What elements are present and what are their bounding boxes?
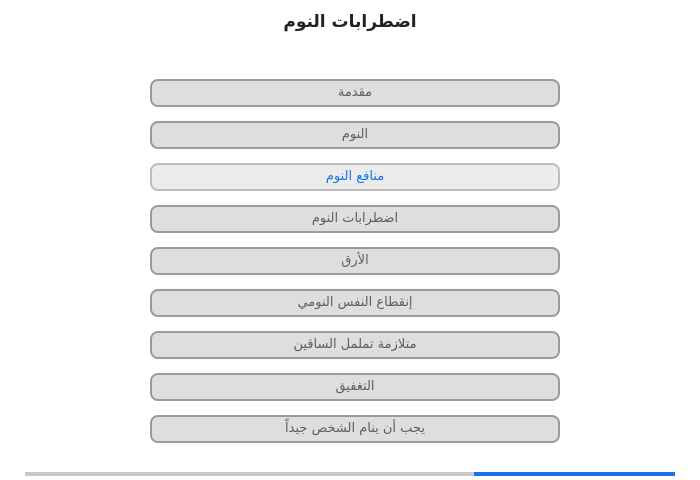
menu-item-insomnia[interactable]: الأرق — [150, 247, 560, 275]
topic-menu — [150, 79, 560, 457]
menu-item-restless-legs[interactable]: متلازمة تململ الساقين — [150, 331, 560, 359]
menu-item-sleep[interactable]: النوم — [150, 121, 560, 149]
page-title: اضطرابات النوم — [283, 12, 417, 32]
menu-item-sleep-well[interactable]: يجب أن ينام الشخص جيداً — [150, 415, 560, 443]
menu-item-introduction[interactable]: مقدمة — [150, 79, 560, 107]
menu-item-sleep-benefits[interactable]: منافع النوم — [150, 163, 560, 191]
menu-item-sleep-disorders[interactable]: اضطرابات النوم — [150, 205, 560, 233]
progress-bar — [25, 472, 675, 476]
menu-item-narcolepsy[interactable]: التغفيق — [150, 373, 560, 401]
progress-fill — [474, 472, 676, 476]
menu-item-sleep-apnea[interactable]: إنقطاع النفس النومي — [150, 289, 560, 317]
